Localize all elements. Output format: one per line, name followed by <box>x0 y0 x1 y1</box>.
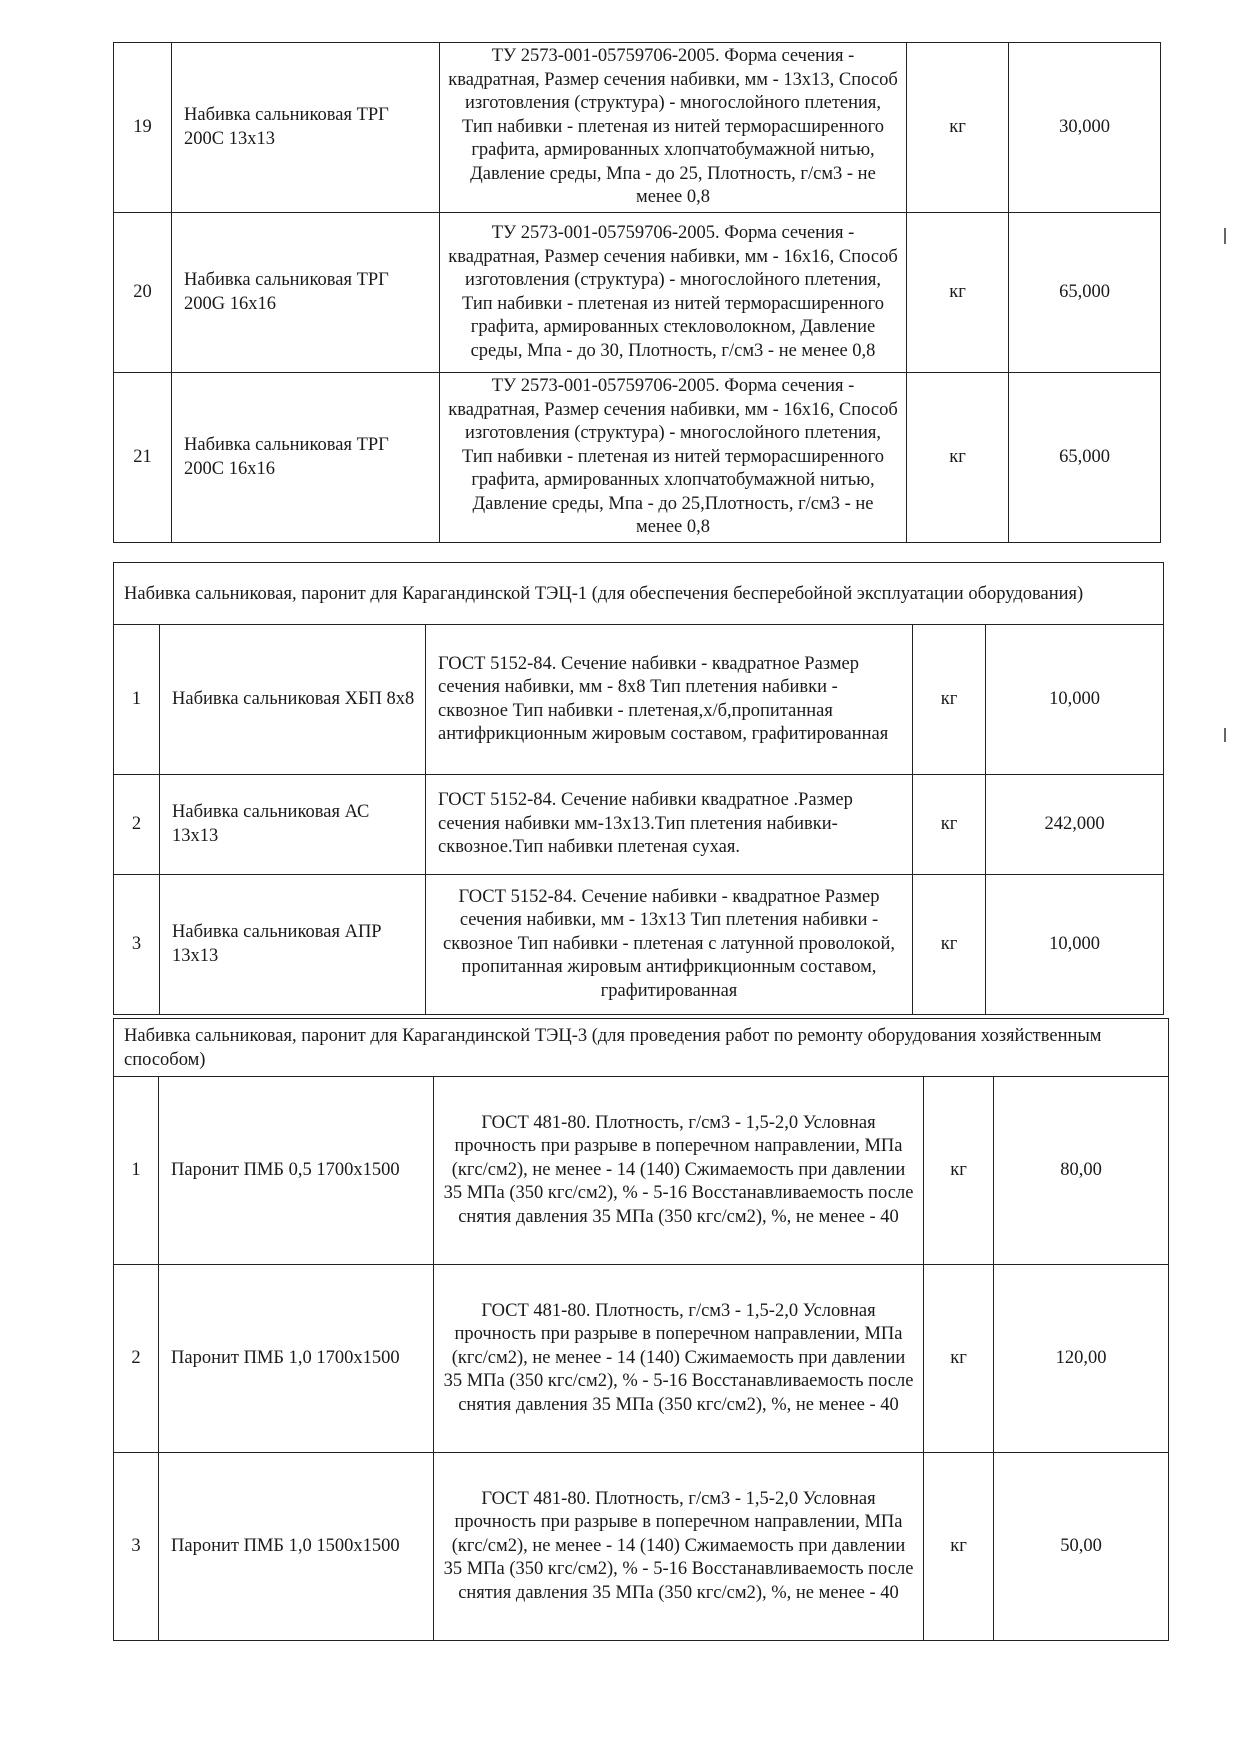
row-number: 21 <box>114 373 172 543</box>
item-specification: ТУ 2573-001-05759706-2005. Форма сечения - квадратная, Размер сечения набивки, мм - 16х16, Способ изготовления (структура) - многослойного плетения, Тип набивки - плетеная из нитей терморасширенного графита, армированных стекловолокном, Давление среды, Мпа - до 30, Плотность, г/см3 - не менее 0,8 <box>440 213 907 373</box>
packing-table-continued <box>113 42 1161 543</box>
row-number: 20 <box>114 213 172 373</box>
item-specification: ГОСТ 5152-84. Сечение набивки квадратное .Размер сечения набивки мм-13х13.Тип плетения набивки-сквозное.Тип набивки плетеная сухая. <box>426 775 913 875</box>
item-unit: кг <box>913 875 986 1015</box>
row-number: 19 <box>114 43 172 213</box>
item-name: Набивка сальниковая ХБП 8х8 <box>160 625 426 775</box>
item-unit: кг <box>907 373 1009 543</box>
section-heading-row <box>114 1019 1169 1077</box>
item-name: Набивка сальниковая АПР 13х13 <box>160 875 426 1015</box>
row-number: 1 <box>114 625 160 775</box>
item-quantity: 242,000 <box>986 775 1164 875</box>
item-specification: ГОСТ 5152-84. Сечение набивки - квадратное Размер сечения набивки, мм - 8х8 Тип плетения набивки - сквозное Тип набивки - плетеная,х/б,пропитанная антифрикционным жировым составом, графитированная <box>426 625 913 775</box>
table-row <box>114 875 1164 1015</box>
table-row <box>114 775 1164 875</box>
item-specification: ГОСТ 5152-84. Сечение набивки - квадратное Размер сечения набивки, мм - 13х13 Тип плетения набивки - сквозное Тип набивки - плетеная с латунной проволокой, пропитанная жировым антифрикционным составом, графитированная <box>426 875 913 1015</box>
table-row <box>114 1265 1169 1453</box>
item-name: Паронит ПМБ 1,0 1500х1500 <box>159 1453 434 1641</box>
item-quantity: 120,00 <box>994 1265 1169 1453</box>
item-quantity: 65,000 <box>1009 213 1161 373</box>
row-number: 1 <box>114 1077 159 1265</box>
row-number: 3 <box>114 875 160 1015</box>
tec1-packing-table <box>113 562 1164 1015</box>
item-name: Набивка сальниковая АС 13х13 <box>160 775 426 875</box>
section-heading-row <box>114 563 1164 625</box>
item-specification: ТУ 2573-001-05759706-2005. Форма сечения - квадратная, Размер сечения набивки, мм - 13х13, Способ изготовления (структура) - многослойного плетения, Тип набивки - плетеная из нитей терморасширенного графита, армированных хлопчатобумажной нитью, Давление среды, Мпа - до 25, Плотность, г/см3 - не менее 0,8 <box>440 43 907 213</box>
row-number: 2 <box>114 775 160 875</box>
item-unit: кг <box>913 775 986 875</box>
item-name: Набивка сальниковая ТРГ 200С 13х13 <box>172 43 440 213</box>
item-quantity: 50,00 <box>994 1453 1169 1641</box>
item-quantity: 80,00 <box>994 1077 1169 1265</box>
item-quantity: 10,000 <box>986 625 1164 775</box>
row-number: 2 <box>114 1265 159 1453</box>
item-quantity: 10,000 <box>986 875 1164 1015</box>
scan-mark <box>1224 228 1226 244</box>
item-unit: кг <box>913 625 986 775</box>
item-name: Паронит ПМБ 1,0 1700х1500 <box>159 1265 434 1453</box>
table-row <box>114 373 1161 543</box>
item-unit: кг <box>924 1453 994 1641</box>
item-specification: ГОСТ 481-80. Плотность, г/см3 - 1,5-2,0 Условная прочность при разрыве в поперечном направлении, МПа (кгс/см2), не менее - 14 (140) Сжимаемость при давлении 35 МПа (350 кгс/см2), % - 5-16 Восстанавливаемость после снятия давления 35 МПа (350 кгс/см2), %, не менее - 40 <box>434 1453 924 1641</box>
item-unit: кг <box>907 43 1009 213</box>
row-number: 3 <box>114 1453 159 1641</box>
item-unit: кг <box>924 1265 994 1453</box>
scan-mark <box>1224 728 1226 742</box>
table-row <box>114 213 1161 373</box>
item-name: Набивка сальниковая ТРГ 200G 16х16 <box>172 213 440 373</box>
item-quantity: 65,000 <box>1009 373 1161 543</box>
item-name: Набивка сальниковая ТРГ 200С 16х16 <box>172 373 440 543</box>
item-quantity: 30,000 <box>1009 43 1161 213</box>
table-row <box>114 1453 1169 1641</box>
table-row <box>114 43 1161 213</box>
item-specification: ТУ 2573-001-05759706-2005. Форма сечения - квадратная, Размер сечения набивки, мм - 16х16, Способ изготовления (структура) - многослойного плетения, Тип набивки - плетеная из нитей терморасширенного графита, армированных хлопчатобумажной нитью, Давление среды, Мпа - до 25,Плотность, г/см3 - не менее 0,8 <box>440 373 907 543</box>
section-heading: Набивка сальниковая, паронит для Карагандинской ТЭЦ-3 (для проведения работ по ремонту оборудования хозяйственным способом) <box>114 1019 1169 1077</box>
item-specification: ГОСТ 481-80. Плотность, г/см3 - 1,5-2,0 Условная прочность при разрыве в поперечном направлении, МПа (кгс/см2), не менее - 14 (140) Сжимаемость при давлении 35 МПа (350 кгс/см2), % - 5-16 Восстанавливаемость после снятия давления 35 МПа (350 кгс/см2), %, не менее - 40 <box>434 1265 924 1453</box>
item-specification: ГОСТ 481-80. Плотность, г/см3 - 1,5-2,0 Условная прочность при разрыве в поперечном направлении, МПа (кгс/см2), не менее - 14 (140) Сжимаемость при давлении 35 МПа (350 кгс/см2), % - 5-16 Восстанавливаемость после снятия давления 35 МПа (350 кгс/см2), %, не менее - 40 <box>434 1077 924 1265</box>
item-unit: кг <box>924 1077 994 1265</box>
table-row <box>114 625 1164 775</box>
tec3-paronite-table <box>113 1018 1169 1641</box>
item-unit: кг <box>907 213 1009 373</box>
section-heading: Набивка сальниковая, паронит для Карагандинской ТЭЦ-1 (для обеспечения бесперебойной эксплуатации оборудования) <box>114 563 1164 625</box>
table-row <box>114 1077 1169 1265</box>
item-name: Паронит ПМБ 0,5 1700х1500 <box>159 1077 434 1265</box>
